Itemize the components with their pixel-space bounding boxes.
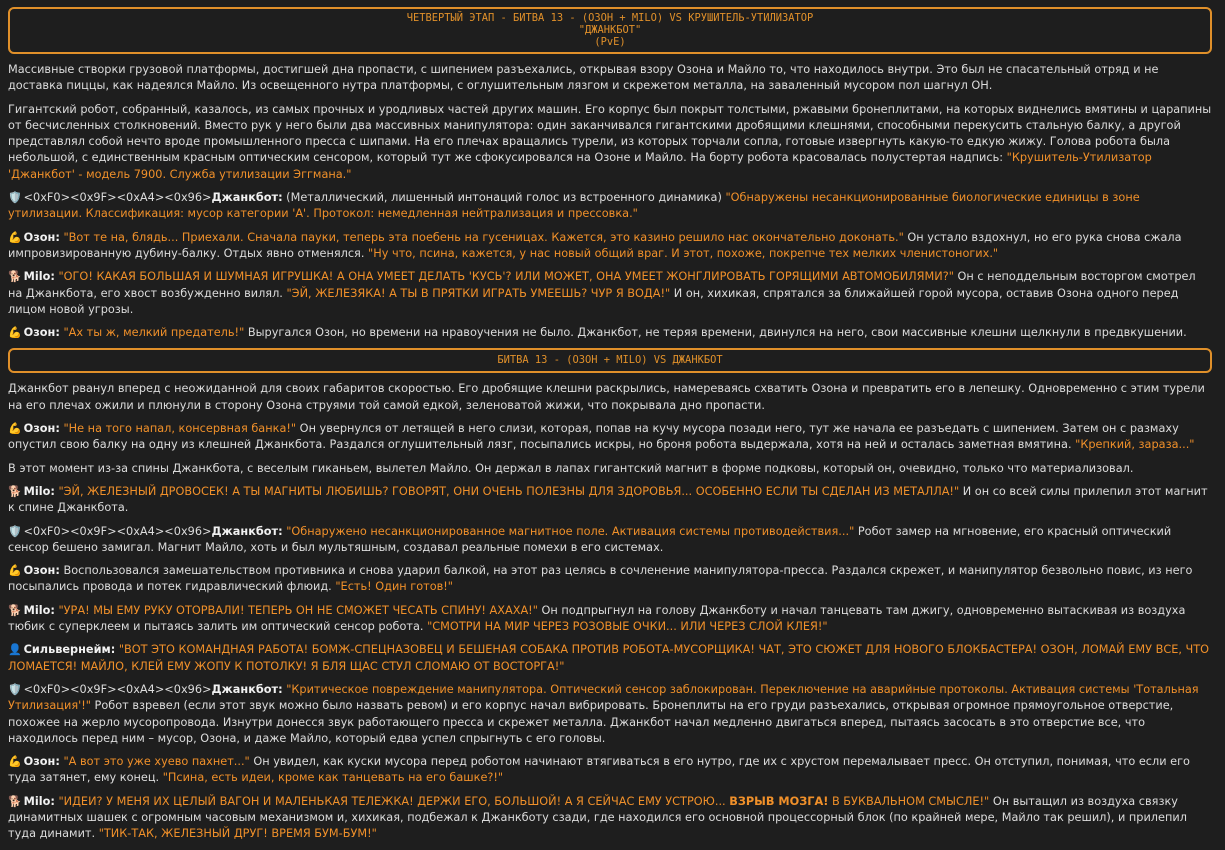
narration-text: Он подпрыгнул на голову Джанкботу и начал танцевать там джигу, одновременно вытаскивая из воздуха тюбик с суперклеем и пытаясь залить им оптический сенсор робота. — [8, 603, 1186, 634]
narration-text: Джанкбот рванул вперед с неожиданной для своих габаритов скоростью. Его дробящие клешни раскрылись, намереваясь схватить Озона и превратить его в лепешку. Одновременно с этим турели на его плечах ожили и плюнули в сторону Озона струями той самой едкой, зеленоватой жижи, что покрывала дно пропасти. — [8, 382, 1205, 412]
narration-text: Он устало вздохнул, но его рука снова сжала импровизированную дубину-балку. Отдых явно отменялся. — [8, 230, 1182, 260]
narration-text: Робот замер на мгновение, его красный оптический сенсор бешено замигал. Магнит Майло, хоть и был мультяшным, создавал реальные помехи в его системах. — [8, 524, 1172, 554]
message-paragraph — [8, 603, 1212, 636]
quote-text: "Не на того напал, консервная банка!" — [63, 422, 297, 436]
narration-text: Массивные створки грузовой платформы, достигшей дна пропасти, с шипением разъехались, открывая взору Озона и Майло то, что находилось внутри. Это был не спасательный отряд и не доставка пиццы, как надеялся Майло. Из освещенного нутра платформы, с оглушительным лязгом и скрежетом металла, на заваленный мусором пол шагнул ОН. — [8, 63, 1159, 93]
message-paragraph — [8, 461, 1212, 477]
message-paragraph — [8, 421, 1212, 454]
message-paragraph — [8, 190, 1212, 223]
speaker-icon: 🐕 — [8, 603, 22, 617]
quote-text: "Ну что, псина, кажется, у нас новый общий враг. И этот, похоже, покрепче тех мелких членистоногих." — [368, 246, 999, 260]
speaker-name: Озон: — [23, 230, 60, 244]
speaker-name: Milo: — [23, 484, 55, 498]
message-paragraph — [8, 269, 1212, 318]
quote-text: ВЗРЫВ МОЗГА! — [729, 794, 829, 808]
quote-text: "Обнаружено несанкционированное магнитное поле. Активация системы противодействия..." — [286, 524, 855, 538]
message-paragraph — [8, 563, 1212, 596]
narration-text: В этот момент из-за спины Джанкбота, с веселым гиканьем, вылетел Майло. Он держал в лапах гигантский магнит в форме подковы, который он, очевидно, только что материализовал. — [8, 461, 1134, 475]
narration-text: И он, хихикая, спрятался за ближайшей горой мусора, оставив Озона одного перед лицом новой угрозы. — [8, 286, 1179, 316]
speaker-name: Озон: — [23, 326, 60, 340]
quote-text: "ИДЕИ? У МЕНЯ ИХ ЦЕЛЫЙ ВАГОН И МАЛЕНЬКАЯ ТЕЛЕЖКА! ДЕРЖИ ЕГО, БОЛЬШОЙ! А Я СЕЙЧАС ЕМУ УСТРОЮ... — [58, 794, 730, 808]
narration-text: Он вытащил из воздуха связку динамитных шашек с огромным часовым механизмом и, хихикая, подбежал к Джанкботу сзади, где находился его основной процессорный блок (по крайней мере, Майло так решил), и прилепил туда динамит. — [8, 794, 1187, 841]
quote-text: "ТИК-ТАК, ЖЕЛЕЗНЫЙ ДРУГ! ВРЕМЯ БУМ-БУМ!" — [98, 827, 377, 841]
narration-text: Робот взревел (если этот звук можно было назвать ревом) и его корпус начал вибрировать. Бронеплиты на его груди разъехались, открывая огромное прямоугольное отверстие, похожее на жерло мусоропровода. Изнутри донесся звук работающего пресса и скрежет металла. Джанкбот начал медленно двигаться вперед, пытаясь засосать в это отверстие все, что находилось перед ним – мусор, Озона, и даже Майло, который едва успел спрыгнуть с его головы. — [8, 699, 1174, 745]
narration-text: Он увернулся от летящей в него слизи, которая, попав на кучу мусора позади него, тут же начала ее разъедать с шипением. Затем он с размаху опустил свою балку на одну из клешней Джанкбота. Раздался оглушительный лязг, посыпались искры, но броня робота выдержала, хотя на ней и осталась заметная вмятина. — [8, 422, 1179, 452]
speaker-icon: 🛡️ — [8, 682, 22, 696]
narration-text: Гигантский робот, собранный, казалось, из самых прочных и уродливых частей других машин. Его корпус был покрыт толстыми, ржавыми бронеплитами, на которых виднелись вмятины и царапины от бесчисленных столкновений. Вместо рук у него были два массивных манипулятора: один заканчивался гигантскими дробящими клешнями, способными перекусить стальную балку, а другой представлял собой нечто вроде промышленного пресса с шипами. На его плечах вращались турели, из которых торчали сопла, готовые извергнуть какую-то едкую жижу. Голова робота была небольшой, с единственным красным оптическим сенсором, который тут же сфокусировался на Озоне и Майло. На борту робота красовалась полустертая надпись: — [8, 102, 1212, 165]
speaker-icon: 💪 — [8, 326, 22, 340]
speaker-icon: 🐕 — [8, 794, 22, 808]
quote-text: "СМОТРИ НА МИР ЧЕРЕЗ РОЗОВЫЕ ОЧКИ... ИЛИ ЧЕРЕЗ СЛОЙ КЛЕЯ!" — [427, 620, 828, 634]
stage-banner-line1: ЧЕТВЕРТЫЙ ЭТАП - БИТВА 13 - (ОЗОН + MILO) VS КРУШИТЕЛЬ-УТИЛИЗАТОР — [406, 12, 814, 24]
quote-text: "Есть! Один готов!" — [335, 580, 454, 594]
speaker-name: Milo: — [23, 794, 55, 808]
narration-text: И он со всей силы прилепил этот магнит к спине Джанкбота. — [8, 484, 1208, 515]
quote-text: "А вот это уже хуево пахнет..." — [63, 755, 250, 769]
speaker-name: Сильвернейм: — [23, 643, 116, 657]
quote-text: "ЭЙ, ЖЕЛЕЗЯКА! А ТЫ В ПРЯТКИ ИГРАТЬ УМЕЕШЬ? ЧУР Я ВОДА!" — [286, 286, 671, 300]
speaker-name: Milo: — [23, 603, 55, 617]
message-paragraph — [8, 754, 1212, 787]
narration-text: <0xF0><0x9F><0xA4><0x96> — [20, 682, 212, 696]
message-paragraph — [8, 325, 1212, 341]
message-list-top — [8, 62, 1212, 341]
quote-text: "ОГО! КАКАЯ БОЛЬШАЯ И ШУМНАЯ ИГРУШКА! А ОНА УМЕЕТ ДЕЛАТЬ 'КУСЬ'? ИЛИ МОЖЕТ, ОНА УМЕЕТ ЖОНГЛИРОВАТЬ ГОРЯЩИМИ АВТОМОБИЛЯМИ?" — [58, 270, 954, 284]
quote-text: "Крушитель-Утилизатор 'Джанкбот' - модель 7900. Служба утилизации Эггмана." — [8, 151, 1152, 181]
speaker-icon: 💪 — [8, 422, 22, 436]
stage-banner-line3: (PvE) — [594, 36, 626, 48]
message-paragraph — [8, 230, 1212, 263]
message-paragraph — [8, 794, 1212, 843]
narration-text: (Металлический, лишенный интонаций голос из встроенного динамика) — [282, 191, 726, 205]
quote-text: "Ах ты ж, мелкий предатель!" — [63, 326, 245, 340]
quote-text: "Обнаружены несанкционированные биологические единицы в зоне утилизации. Классификация: мусор категории 'А'. Протокол: немедленная нейтрализация и прессовка." — [8, 191, 1140, 221]
chat-log — [8, 0, 1212, 850]
speaker-name: Milo: — [23, 270, 55, 284]
speaker-name: Джанкбот: — [211, 524, 283, 538]
speaker-name: Джанкбот: — [211, 682, 283, 696]
speaker-name: Озон: — [23, 755, 60, 769]
battle-banner-text: БИТВА 13 - (ОЗОН + MILO) VS ДЖАНКБОТ — [497, 354, 723, 367]
quote-text: "Критическое повреждение манипулятора. Оптический сенсор заблокирован. Переключение на аварийные протоколы. Активация системы 'Тотальная Утилизация'!" — [8, 682, 1199, 713]
narration-text: Выругался Озон, но времени на нравоучения не было. Джанкбот, не теряя времени, двинулся на него, свои массивные клешни щелкнули в предвкушении. — [244, 326, 1187, 340]
speaker-name: Озон: — [23, 422, 60, 436]
speaker-name: Джанкбот: — [211, 191, 283, 205]
quote-text: "ВОТ ЭТО КОМАНДНАЯ РАБОТА! БОМЖ-СПЕЦНАЗОВЕЦ И БЕШЕНАЯ СОБАКА ПРОТИВ РОБОТА-МУСОРЩИКА! ЧАТ, ЭТО СЮЖЕТ ДЛЯ НОВОГО БЛОКБАСТЕРА! ОЗОН, ЛОМАЙ ЕМУ ВСЕ, ЧТО ЛОМАЕТСЯ! МАЙЛО, КЛЕЙ ЕМУ ЖОПУ К ПОТОЛКУ! Я БЛЯ ЩАС СТУЛ СЛОМАЮ ОТ ВОСТОРГА!" — [8, 643, 1210, 673]
narration-text: Он с неподдельным восторгом смотрел на Джанкбота, его хвост возбужденно вилял. — [8, 270, 1196, 300]
speaker-icon: 💪 — [8, 755, 22, 769]
stage-banner — [8, 7, 1212, 54]
quote-text: "Вот те на, блядь... Приехали. Сначала пауки, теперь эта поебень на гусеницах. Кажется, это казино решило нас окончательно доконать." — [63, 230, 904, 244]
narration-text: <0xF0><0x9F><0xA4><0x96> — [20, 191, 212, 205]
stage-banner-line2: "ДЖАНКБОТ" — [578, 24, 642, 36]
message-paragraph — [8, 484, 1212, 517]
message-paragraph — [8, 682, 1212, 747]
message-list-bottom — [8, 381, 1212, 842]
speaker-name: Озон: — [23, 564, 60, 578]
quote-text: "Псина, есть идеи, кроме как танцевать на его башке?!" — [162, 771, 504, 785]
narration-text: Он увидел, как куски мусора перед роботом начинают втягиваться в его нутро, где их с хрустом перемалывает пресс. Он отступил, понимая, что если его туда затянет, ему конец. — [8, 755, 1190, 785]
narration-text: <0xF0><0x9F><0xA4><0x96> — [20, 524, 212, 538]
battle-banner — [8, 348, 1212, 373]
speaker-icon: 🛡️ — [8, 191, 22, 205]
message-paragraph — [8, 62, 1212, 95]
quote-text: "Крепкий, зараза..." — [1075, 438, 1195, 452]
speaker-icon: 💪 — [8, 230, 22, 244]
quote-text: "ЭЙ, ЖЕЛЕЗНЫЙ ДРОВОСЕК! А ТЫ МАГНИТЫ ЛЮБИШЬ? ГОВОРЯТ, ОНИ ОЧЕНЬ ПОЛЕЗНЫ ДЛЯ ЗДОРОВЬЯ... ОСОБЕННО ЕСЛИ ТЫ СДЕЛАН ИЗ МЕТАЛЛА!" — [58, 484, 960, 498]
message-paragraph — [8, 524, 1212, 557]
quote-text: В БУКВАЛЬНОМ СМЫСЛЕ!" — [828, 794, 990, 808]
quote-text: "УРА! МЫ ЕМУ РУКУ ОТОРВАЛИ! ТЕПЕРЬ ОН НЕ СМОЖЕТ ЧЕСАТЬ СПИНУ! АХАХА!" — [58, 603, 538, 617]
message-paragraph — [8, 102, 1212, 183]
speaker-icon: 🐕 — [8, 484, 22, 498]
speaker-icon: 🐕 — [8, 270, 22, 284]
speaker-icon: 💪 — [8, 564, 22, 578]
speaker-icon: 🛡️ — [8, 524, 22, 538]
message-paragraph — [8, 642, 1212, 675]
speaker-icon: 👤 — [8, 643, 22, 657]
message-paragraph — [8, 381, 1212, 414]
narration-text: Воспользовался замешательством противника и снова ударил балкой, на этот раз целясь в сочленение манипулятора-пресса. Раздался скрежет, и манипулятор безвольно повис, из него посыпались провода и потек гидравлический флюид. — [8, 564, 1193, 594]
